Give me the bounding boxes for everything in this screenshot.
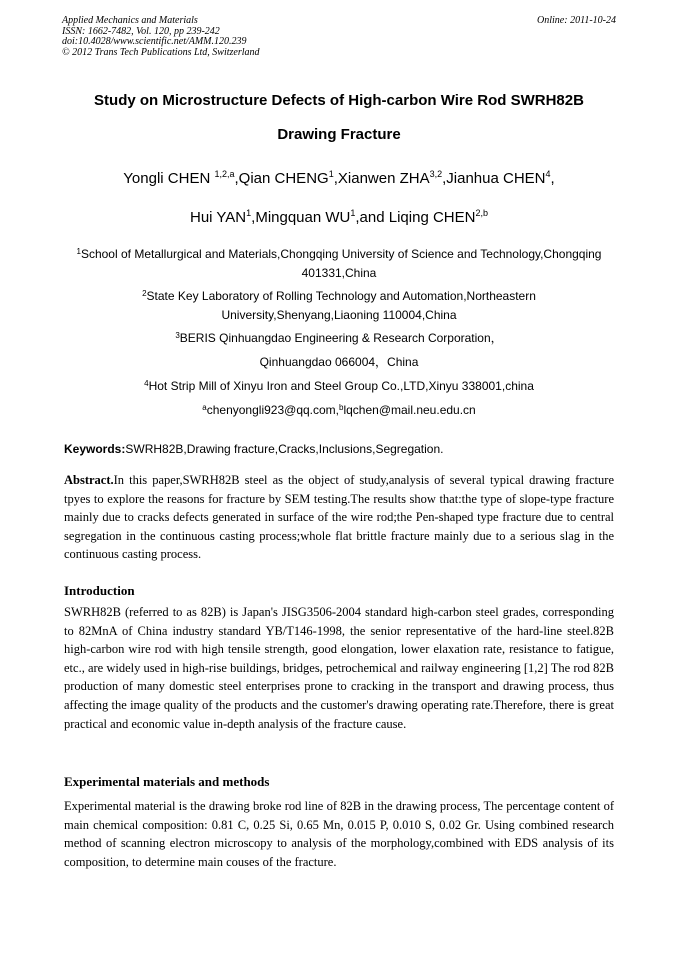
author-separator: , bbox=[550, 170, 555, 187]
copyright-line: © 2012 Trans Tech Publications Ltd, Switzerland bbox=[62, 46, 260, 58]
affiliation-1 bbox=[60, 245, 618, 283]
abstract-label: Abstract. bbox=[64, 473, 114, 487]
affiliation-text: State Key Laboratory of Rolling Technology and Automation,Northeastern bbox=[146, 289, 536, 303]
introduction-paragraph: SWRH82B (referred to as 82B) is Japan's JISG3506-2004 standard high-carbon steel grades, corresponding to 82MnA of China industry standard YB/T146-1998, the senior representative of the hard-line steel.82B high-carbon wire rod with high tensile strength, good elongation, lower elaxation rate, resistance to fatigue, etc., are widely used in high-rise buildings, bridges, petrochemical and railway engineering [1,2] The rod 82B production of many domestic steel enterprises prone to cracking in the transport and drawing process, thus affecting the image quality of the products and the customer's drawing operating rate.Therefore, there is great practical and economic value in-depth analysis of the fracture cause. bbox=[64, 605, 614, 731]
affiliation-3 bbox=[60, 329, 618, 348]
author-name: ,Xianwen ZHA bbox=[333, 170, 430, 187]
author-name: Hui YAN bbox=[190, 209, 247, 226]
journal-name: Applied Mechanics and Materials bbox=[62, 15, 198, 26]
affiliation-sup: 4 bbox=[144, 379, 149, 388]
author-affil-sup: 1 bbox=[328, 169, 334, 179]
doi-line: doi:10.4028/www.scientific.net/AMM.120.239 bbox=[62, 36, 247, 47]
affiliation-sup: 2 bbox=[142, 289, 147, 298]
section-heading-introduction: Introduction bbox=[64, 583, 135, 598]
author-name: ,and Liqing CHEN bbox=[355, 209, 476, 226]
author-affil-sup: 1,2,a bbox=[214, 169, 235, 179]
author-affil-sup: 2,b bbox=[475, 208, 488, 218]
author-affil-sup: 4 bbox=[545, 169, 551, 179]
affiliation-text: 401331,China bbox=[301, 266, 377, 280]
affiliation-text: School of Metallurgical and Materials,Chongqing University of Science and Technology,Chongqing bbox=[80, 247, 602, 261]
affiliation-sup: 3 bbox=[175, 331, 180, 340]
email-sup: b bbox=[339, 403, 344, 412]
affiliation-sup: 1 bbox=[76, 247, 81, 256]
author-affil-sup: 3,2 bbox=[429, 169, 443, 179]
journal-header bbox=[62, 16, 260, 58]
author-list-line-2 bbox=[30, 209, 648, 226]
paper-title-line-1: Study on Microstructure Defects of High-carbon Wire Rod SWRH82B bbox=[94, 92, 584, 109]
keywords-line bbox=[64, 442, 624, 456]
author-affil-sup: 1 bbox=[350, 208, 356, 218]
paper-title-line-2: Drawing Fracture bbox=[277, 126, 401, 143]
affiliation-3-city: Qinhuangdao 066004，China bbox=[259, 355, 419, 369]
online-date: Online: 2011-10-24 bbox=[537, 15, 616, 26]
affiliation-text: BERIS Qinhuangdao Engineering & Research Corporation， bbox=[179, 331, 503, 345]
affiliation-text: Hot Strip Mill of Xinyu Iron and Steel Group Co.,LTD,Xinyu 338001,china bbox=[148, 379, 534, 393]
author-name: ,Jianhua CHEN bbox=[442, 170, 546, 187]
author-list-line-1 bbox=[30, 170, 648, 187]
issn-line: ISSN: 1662-7482, Vol. 120, pp 239-242 bbox=[62, 25, 220, 37]
keywords-label: Keywords: bbox=[64, 442, 126, 456]
author-name: ,Qian CHENG bbox=[234, 170, 329, 187]
author-name: Yongli CHEN bbox=[123, 170, 215, 187]
email-sup: a bbox=[202, 403, 207, 412]
keywords-text: SWRH82B,Drawing fracture,Cracks,Inclusions,Segregation. bbox=[125, 442, 444, 456]
affiliation-text: University,Shenyang,Liaoning 110004,China bbox=[221, 308, 457, 322]
author-affil-sup: 1 bbox=[246, 208, 252, 218]
abstract-text: In this paper,SWRH82B steel as the object of study,analysis of several typical drawing fracture tpyes to explore the reasons for fracture by SEM testing.The results show that:the type of slope-type fracture mainly due to cracks defects generated in surface of the wire rod;the Pen-shaped type fracture due to central segregation in the continuous casting process;whole flat brittle fracture mainly due to a serious slag in the continuous casting process. bbox=[64, 473, 614, 562]
email-link[interactable]: lqchen@mail.neu.edu.cn bbox=[343, 403, 476, 417]
contact-emails bbox=[60, 401, 618, 420]
abstract-paragraph bbox=[64, 471, 614, 564]
author-name: ,Mingquan WU bbox=[251, 209, 351, 226]
methods-paragraph: Experimental material is the drawing broke rod line of 82B in the drawing process, The percentage content of main chemical composition: 0.81 C, 0.25 Si, 0.65 Mn, 0.015 P, 0.010 S, 0.02 Gr. Using combined research method of scanning electron microscopy to analysis of the morphology,combined with EDS analysis of its composition, to determine main couses of the fracture. bbox=[64, 799, 614, 869]
section-heading-methods: Experimental materials and methods bbox=[64, 774, 270, 789]
email-link[interactable]: chenyongli923@qq.com, bbox=[206, 403, 339, 417]
affiliation-2 bbox=[60, 287, 618, 325]
affiliation-4 bbox=[60, 377, 618, 396]
